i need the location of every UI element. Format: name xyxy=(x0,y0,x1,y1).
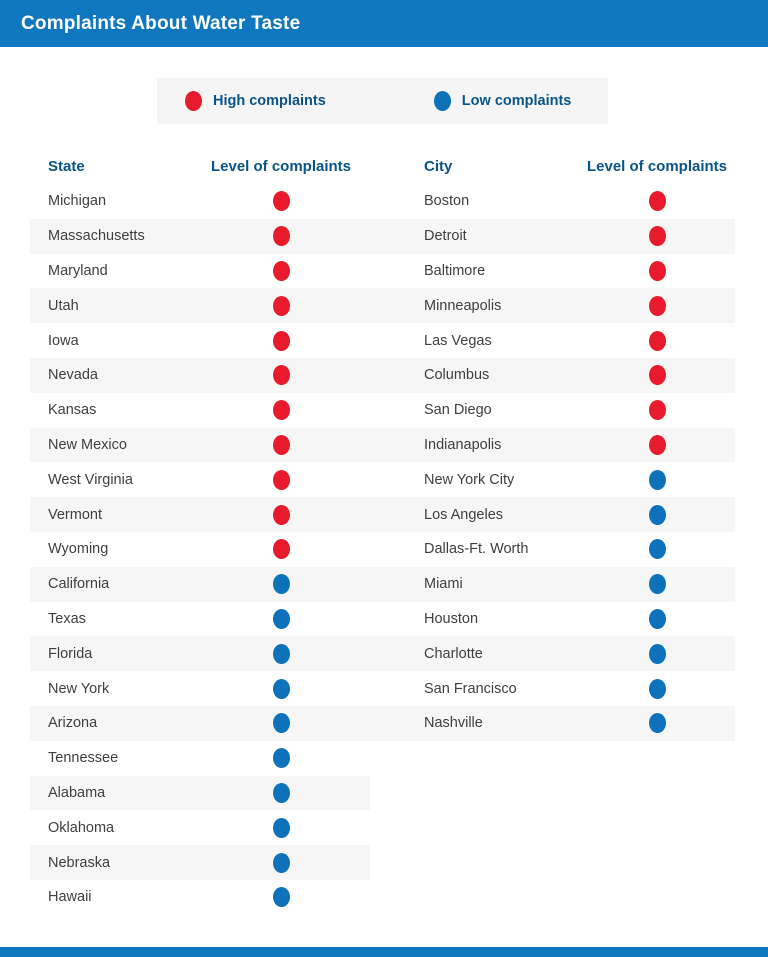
low-complaints-dot-icon xyxy=(649,679,666,699)
high-complaints-dot-icon xyxy=(273,470,290,490)
high-complaints-dot-icon xyxy=(649,296,666,316)
table-row xyxy=(30,567,370,602)
table-row xyxy=(370,323,735,358)
low-complaints-dot-icon xyxy=(273,574,290,594)
row-label: Iowa xyxy=(48,332,79,349)
level-cell xyxy=(192,783,370,803)
level-cell xyxy=(579,644,735,664)
table-row xyxy=(370,497,735,532)
level-cell xyxy=(579,539,735,559)
low-complaints-dot-icon xyxy=(273,644,290,664)
cities-table-body xyxy=(370,184,735,741)
row-label: Los Angeles xyxy=(424,506,504,523)
level-cell xyxy=(192,853,370,873)
high-complaints-dot-icon xyxy=(273,261,290,281)
row-label: Nebraska xyxy=(48,854,111,871)
legend xyxy=(157,78,608,124)
level-cell xyxy=(192,609,370,629)
table-row xyxy=(370,462,735,497)
table-row xyxy=(30,358,370,393)
high-complaints-dot-icon xyxy=(185,91,202,111)
high-complaints-dot-icon xyxy=(649,331,666,351)
footer-bar xyxy=(0,947,768,957)
table-row xyxy=(370,219,735,254)
page-title: Complaints About Water Taste xyxy=(21,12,301,34)
row-label: Las Vegas xyxy=(424,332,492,349)
table-row xyxy=(30,497,370,532)
row-label: Wyoming xyxy=(48,541,109,558)
high-complaints-dot-icon xyxy=(273,296,290,316)
row-label: San Francisco xyxy=(424,680,517,697)
low-complaints-dot-icon xyxy=(649,539,666,559)
low-complaints-dot-icon xyxy=(649,609,666,629)
row-label: Minneapolis xyxy=(424,297,502,314)
table-row xyxy=(370,567,735,602)
high-complaints-dot-icon xyxy=(273,400,290,420)
cities-table-header xyxy=(370,148,735,184)
level-cell xyxy=(192,679,370,699)
states-table xyxy=(30,148,370,915)
level-cell xyxy=(579,191,735,211)
low-complaints-dot-icon xyxy=(273,853,290,873)
column-header-city: City xyxy=(424,157,453,175)
row-label: Vermont xyxy=(48,506,102,523)
table-row xyxy=(30,184,370,219)
low-complaints-dot-icon xyxy=(273,818,290,838)
high-complaints-dot-icon xyxy=(649,435,666,455)
level-cell xyxy=(579,435,735,455)
level-cell xyxy=(579,331,735,351)
high-complaints-dot-icon xyxy=(649,261,666,281)
level-cell xyxy=(192,644,370,664)
level-cell xyxy=(192,539,370,559)
table-row xyxy=(30,776,370,811)
table-row xyxy=(30,428,370,463)
level-cell xyxy=(192,226,370,246)
row-label: Boston xyxy=(424,193,470,210)
high-complaints-dot-icon xyxy=(649,191,666,211)
table-row xyxy=(370,636,735,671)
level-cell xyxy=(192,296,370,316)
table-row xyxy=(30,532,370,567)
row-label: Kansas xyxy=(48,402,97,419)
table-row xyxy=(30,323,370,358)
row-label: San Diego xyxy=(424,402,492,419)
table-row xyxy=(370,184,735,219)
row-label: Columbus xyxy=(424,367,490,384)
row-label: New Mexico xyxy=(48,436,127,453)
high-complaints-dot-icon xyxy=(273,365,290,385)
column-header-state-level: Level of complaints xyxy=(210,157,352,175)
row-label: Baltimore xyxy=(424,262,486,279)
row-label: Tennessee xyxy=(48,750,119,767)
low-complaints-dot-icon xyxy=(649,644,666,664)
table-row xyxy=(30,462,370,497)
high-complaints-dot-icon xyxy=(649,365,666,385)
row-label: California xyxy=(48,576,110,593)
table-row xyxy=(370,254,735,289)
table-row xyxy=(30,602,370,637)
column-header-city-level: Level of complaints xyxy=(586,157,728,175)
level-cell xyxy=(192,331,370,351)
row-label: Florida xyxy=(48,645,93,662)
table-row xyxy=(30,845,370,880)
high-complaints-dot-icon xyxy=(649,400,666,420)
level-cell xyxy=(579,609,735,629)
high-complaints-dot-icon xyxy=(273,191,290,211)
level-cell xyxy=(192,261,370,281)
low-complaints-dot-icon xyxy=(434,91,451,111)
level-cell xyxy=(579,679,735,699)
low-complaints-dot-icon xyxy=(273,679,290,699)
row-label: New York City xyxy=(424,471,515,488)
low-complaints-dot-icon xyxy=(273,748,290,768)
level-cell xyxy=(192,748,370,768)
table-row xyxy=(30,393,370,428)
row-label: Indianapolis xyxy=(424,436,502,453)
table-row xyxy=(370,706,735,741)
level-cell xyxy=(579,261,735,281)
high-complaints-dot-icon xyxy=(273,226,290,246)
level-cell xyxy=(579,713,735,733)
low-complaints-dot-icon xyxy=(649,574,666,594)
high-complaints-dot-icon xyxy=(273,435,290,455)
level-cell xyxy=(192,435,370,455)
level-cell xyxy=(579,505,735,525)
row-label: Arizona xyxy=(48,715,98,732)
legend-label-high: High complaints xyxy=(213,93,326,109)
low-complaints-dot-icon xyxy=(649,505,666,525)
row-label: Oklahoma xyxy=(48,819,115,836)
row-label: Michigan xyxy=(48,193,107,210)
table-row xyxy=(30,706,370,741)
high-complaints-dot-icon xyxy=(273,505,290,525)
table-row xyxy=(30,636,370,671)
table-row xyxy=(30,671,370,706)
legend-item-low xyxy=(434,91,572,111)
level-cell xyxy=(579,226,735,246)
row-label: Massachusetts xyxy=(48,228,145,245)
level-cell xyxy=(192,365,370,385)
level-cell xyxy=(192,470,370,490)
table-row xyxy=(30,254,370,289)
row-label: West Virginia xyxy=(48,471,133,488)
high-complaints-dot-icon xyxy=(273,539,290,559)
title-bar xyxy=(0,0,768,47)
states-table-body xyxy=(30,184,370,915)
row-label: Dallas-Ft. Worth xyxy=(424,541,529,558)
level-cell xyxy=(192,505,370,525)
table-row xyxy=(370,428,735,463)
level-cell xyxy=(192,887,370,907)
table-row xyxy=(30,810,370,845)
cities-table xyxy=(370,148,735,915)
table-row xyxy=(370,288,735,323)
row-label: Texas xyxy=(48,610,86,627)
row-label: Alabama xyxy=(48,784,106,801)
column-header-state: State xyxy=(48,157,85,175)
table-row xyxy=(370,393,735,428)
row-label: Nevada xyxy=(48,367,98,384)
row-label: Utah xyxy=(48,297,79,314)
level-cell xyxy=(192,400,370,420)
states-table-header xyxy=(30,148,370,184)
level-cell xyxy=(192,574,370,594)
level-cell xyxy=(192,191,370,211)
low-complaints-dot-icon xyxy=(273,887,290,907)
row-label: Nashville xyxy=(424,715,483,732)
row-label: Detroit xyxy=(424,228,467,245)
table-row xyxy=(30,288,370,323)
level-cell xyxy=(579,296,735,316)
row-label: Hawaii xyxy=(48,889,92,906)
table-row xyxy=(370,671,735,706)
high-complaints-dot-icon xyxy=(273,331,290,351)
low-complaints-dot-icon xyxy=(273,783,290,803)
high-complaints-dot-icon xyxy=(649,226,666,246)
legend-item-high xyxy=(185,91,326,111)
level-cell xyxy=(192,818,370,838)
low-complaints-dot-icon xyxy=(273,713,290,733)
table-row xyxy=(30,219,370,254)
row-label: New York xyxy=(48,680,110,697)
table-row xyxy=(30,741,370,776)
table-row xyxy=(370,532,735,567)
table-row xyxy=(30,880,370,915)
level-cell xyxy=(579,470,735,490)
level-cell xyxy=(579,400,735,420)
level-cell xyxy=(579,365,735,385)
table-row xyxy=(370,602,735,637)
tables-region xyxy=(30,148,768,915)
row-label: Maryland xyxy=(48,262,108,279)
low-complaints-dot-icon xyxy=(273,609,290,629)
row-label: Houston xyxy=(424,610,479,627)
level-cell xyxy=(579,574,735,594)
row-label: Miami xyxy=(424,576,463,593)
legend-label-low: Low complaints xyxy=(461,93,572,109)
table-row xyxy=(370,358,735,393)
row-label: Charlotte xyxy=(424,645,483,662)
low-complaints-dot-icon xyxy=(649,713,666,733)
level-cell xyxy=(192,713,370,733)
low-complaints-dot-icon xyxy=(649,470,666,490)
